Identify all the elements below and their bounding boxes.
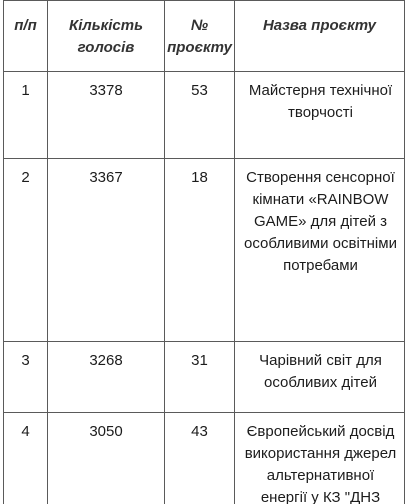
row-index: 1 — [4, 72, 48, 159]
table-body — [4, 72, 405, 504]
row-project-name: Європейський досвід використання джерел альтернативної енергії у КЗ "ДНЗ — [235, 413, 405, 504]
header-votes: Кількість голосів — [48, 1, 165, 72]
row-project-number: 43 — [165, 413, 235, 504]
row-votes: 3050 — [48, 413, 165, 504]
row-project-name: Створення сенсорної кімнати «RAINBOW GAME» для дітей з особливими освітніми потребами — [235, 159, 405, 342]
row-index: 3 — [4, 342, 48, 413]
row-project-number: 53 — [165, 72, 235, 159]
row-votes: 3378 — [48, 72, 165, 159]
row-project-number: 31 — [165, 342, 235, 413]
table-row — [4, 342, 405, 413]
table-row — [4, 159, 405, 342]
row-project-number: 18 — [165, 159, 235, 342]
row-votes: 3367 — [48, 159, 165, 342]
row-project-name: Чарівний світ для особливих дітей — [235, 342, 405, 413]
row-index: 2 — [4, 159, 48, 342]
row-votes: 3268 — [48, 342, 165, 413]
header-project-name: Назва проєкту — [235, 1, 405, 72]
row-index: 4 — [4, 413, 48, 504]
table-header — [4, 1, 405, 72]
header-row — [4, 1, 405, 72]
header-project-number: № проєкту — [165, 1, 235, 72]
table-row — [4, 413, 405, 504]
row-project-name: Майстерня технічної творчості — [235, 72, 405, 159]
header-index: п/п — [4, 1, 48, 72]
table-row — [4, 72, 405, 159]
results-table — [3, 0, 405, 504]
